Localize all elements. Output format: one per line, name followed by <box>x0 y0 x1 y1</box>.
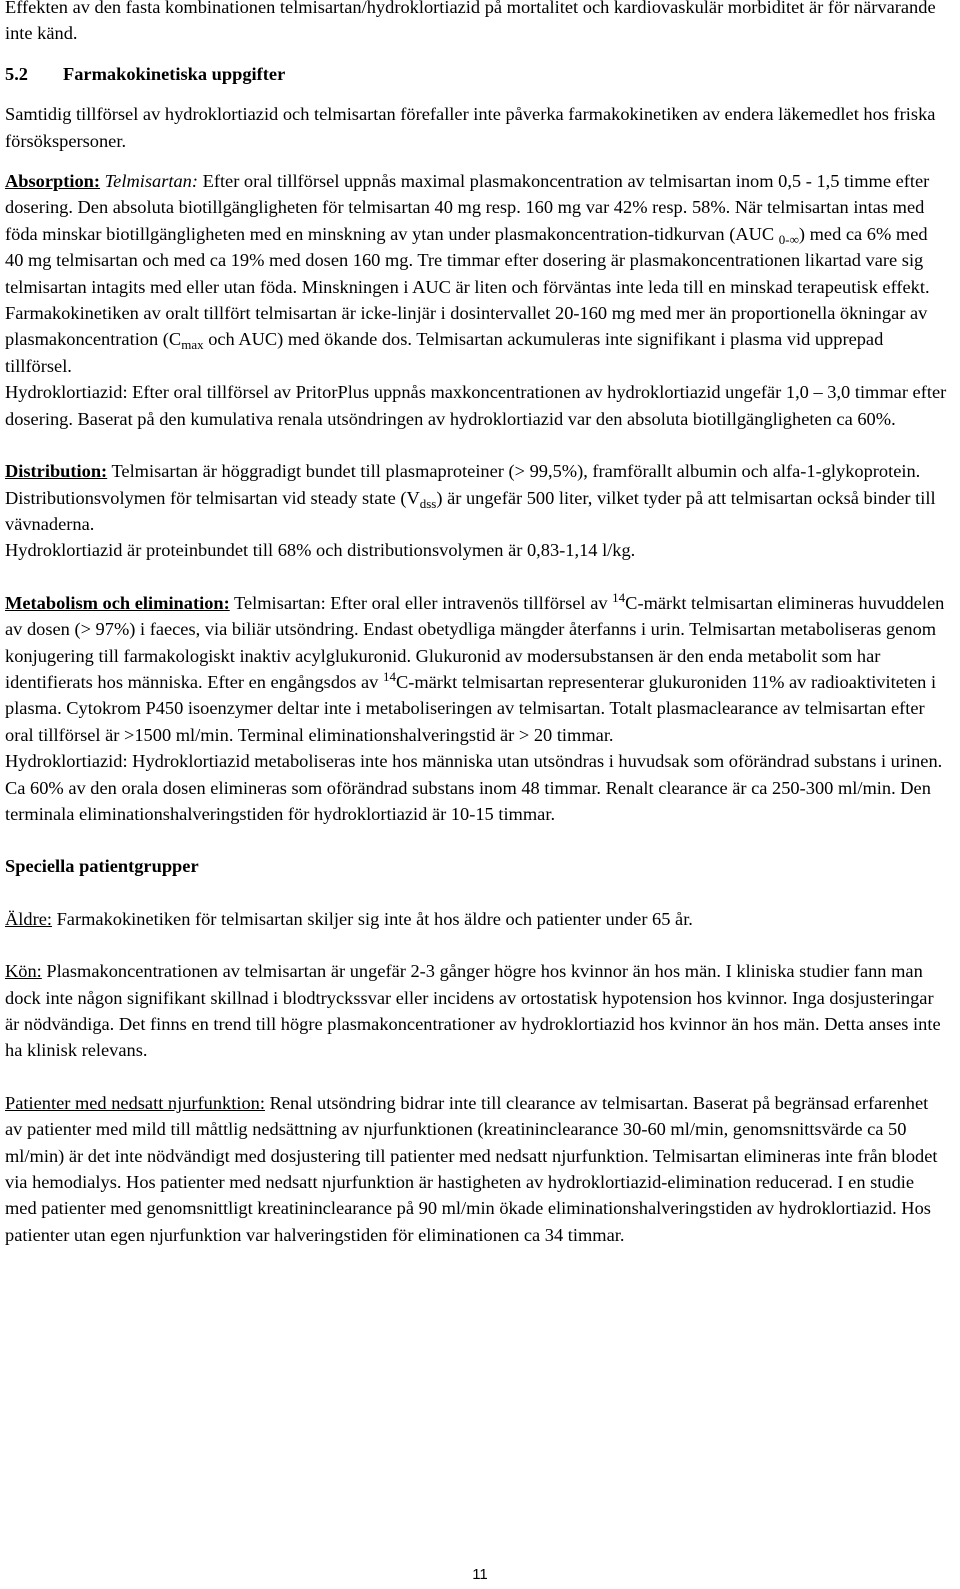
elderly-text: Farmakokinetiken för telmisartan skiljer sig inte åt hos äldre och patienter under 65 år. <box>51 908 693 929</box>
spacer <box>5 47 950 61</box>
renal-text: Renal utsöndring bidrar inte till clearance av telmisartan. Baserat på begränsad erfarenhet av patienter med mild till måttlig nedsättning av njurfunktionen (kreatininclearance 30-60 ml/min, genomsnittsvärde ca 50 ml/min) är det inte nödvändigt med dosjustering till patienter med nedsatt njurfunktion. Telmisartan elimineras inte från blodet via hemodialys. Hos patienter med nedsatt njurfunktion är hastigheten av hydroklortiazid-elimination reducerad. I en studie med patienter med genomsnittligt kreatininclearance på 90 ml/min ökade eliminationshalveringstiden av hydroklortiazid. Hos patienter utan egen njurfunktion var halveringstiden för eliminationen ca 34 timmar. <box>5 1092 938 1245</box>
spacer <box>5 154 950 168</box>
gender-paragraph <box>5 958 950 1064</box>
isotope-superscript: 14 <box>382 668 396 684</box>
metabolism-label: Metabolism och elimination: <box>5 592 230 613</box>
elderly-paragraph <box>5 906 950 932</box>
absorption-text-c: och AUC) med ökande dos. Telmisartan ackumuleras inte signifikant i plasma vid upprepad tillförsel. <box>5 329 884 376</box>
isotope-superscript: 14 <box>612 589 626 605</box>
distribution-label: Distribution: <box>5 461 108 482</box>
absorption-hct-paragraph: Hydroklortiazid: Efter oral tillförsel av PritorPlus uppnås maxkoncentrationen av hydroklortiazid ungefär 1,0 – 3,0 timmar efter dosering. Baserat på den kumulativa renala utsöndringen av hydroklortiazid var den absoluta biotillgängligheten ca 60%. <box>5 382 947 429</box>
renal-label: Patienter med nedsatt njurfunktion: <box>5 1092 265 1113</box>
section-intro-paragraph: Samtidig tillförsel av hydroklortiazid och telmisartan förefaller inte påverka farmakokinetiken av endera läkemedlet hos friska försökspersoner. <box>5 104 936 151</box>
absorption-paragraph <box>5 168 950 379</box>
gender-label: Kön: <box>5 961 42 982</box>
metabolism-hct-paragraph: Hydroklortiazid: Hydroklortiazid metaboliseras inte hos människa utan utsöndras i huvudsak som oförändrad substans i urinen. Ca 60% av den orala dosen elimineras som oförändrad substans inom 48 timmar. Renalt clearance är ca 250-300 ml/min. Den terminala eliminationshalveringstiden för hydroklortiazid är 10-15 timmar. <box>5 751 943 824</box>
spacer <box>5 432 950 458</box>
section-number: 5.2 <box>5 63 28 84</box>
cmax-subscript: max <box>181 337 204 353</box>
renal-paragraph <box>5 1090 950 1248</box>
metabolism-text-b: C-märkt telmisartan elimineras huvuddelen av dosen (> 97%) i faeces, via biliär utsöndring. Endast obetydliga mängder återfanns i urin. Telmisartan metaboliseras genom konjugering till farmakologiskt inaktiv acylglukuronid. Glukuronid av modersubstansen är den enda metabolit som har identifierats hos människa. Efter en engångsdos av <box>5 592 945 692</box>
absorption-text-b: ) med ca 6% med 40 mg telmisartan och med ca 19% med dosen 160 mg. Tre timmar efter dosering är plasmakoncentrationen likartad vare sig telmisartan intagits med eller utan föda. Minskningen i AUC är liten och förväntas inte leda till en minskad terapeutisk effekt. Farmakokinetiken av oralt tillfört telmisartan är icke-linjär i dosintervallet 20-160 mg med mer än proportionella ökningar av plasmakoncentration (C <box>5 223 930 350</box>
metabolism-text-c: C-märkt telmisartan representerar glukuroniden 11% av radioaktiviteten i plasma. Cytokrom P450 isoenzymer deltar inte i metaboliseringen av telmisartan. Totalt plasmaclearance av telmisartan efter oral tillförsel är >1500 ml/min. Terminal eliminationshalveringstid är > 20 timmar. <box>5 671 937 745</box>
spacer <box>5 1064 950 1090</box>
special-groups-heading: Speciella patientgrupper <box>5 856 199 877</box>
metabolism-text-a: Telmisartan: Efter oral eller intravenös tillförsel av <box>229 592 613 613</box>
intro-paragraph: Effekten av den fasta kombinationen telmisartan/hydroklortiazid på mortalitet och kardiovaskulär morbiditet är för närvarande inte känd. <box>5 0 936 44</box>
absorption-telmisartan-lead: Telmisartan: <box>100 171 198 192</box>
spacer <box>5 932 950 958</box>
distribution-text-a: Telmisartan är höggradigt bundet till plasmaproteiner (> 99,5%), framförallt albumin och alfa-1-glykoprotein. Distributionsvolymen för telmisartan vid steady state (V <box>5 461 921 508</box>
absorption-label: Absorption: <box>5 171 101 192</box>
page-number: 11 <box>472 1566 488 1583</box>
document-page <box>5 0 950 1248</box>
spacer <box>5 880 950 906</box>
distribution-paragraph <box>5 458 950 537</box>
spacer <box>5 564 950 590</box>
section-heading <box>5 61 950 87</box>
section-title: Farmakokinetiska uppgifter <box>63 63 286 84</box>
absorption-text-a: Efter oral tillförsel uppnås maximal plasmakoncentration av telmisartan inom 0,5 - 1,5 timme efter dosering. Den absoluta biotillgängligheten för telmisartan 40 mg resp. 160 mg var 42% resp. 58%. När telmisartan intas med föda minskar biotillgängligheten med en minskning av ytan under plasmakoncentration-tidkurvan (AUC <box>5 171 930 244</box>
elderly-label: Äldre: <box>5 908 52 929</box>
spacer <box>5 87 950 101</box>
auc-subscript: 0-∞ <box>778 231 799 247</box>
metabolism-paragraph <box>5 590 950 748</box>
distribution-text-b: ) är ungefär 500 liter, vilket tyder på att telmisartan också binder till vävnaderna. <box>5 487 936 534</box>
gender-text: Plasmakoncentrationen av telmisartan är ungefär 2-3 gånger högre hos kvinnor än hos män. I kliniska studier fann man dock inte någon signifikant skillnad i blodtryckssvar eller incidens av ortostatisk hypotension hos kvinnor. Inga dosjusteringar är nödvändiga. Det finns en trend till högre plasmakoncentrationer av hydroklortiazid hos kvinnor än hos män. Detta anses inte ha klinisk relevans. <box>5 961 941 1061</box>
vdss-subscript: dss <box>419 495 437 511</box>
spacer <box>5 827 950 853</box>
distribution-hct-paragraph: Hydroklortiazid är proteinbundet till 68% och distributionsvolymen är 0,83-1,14 l/kg. <box>5 540 636 561</box>
